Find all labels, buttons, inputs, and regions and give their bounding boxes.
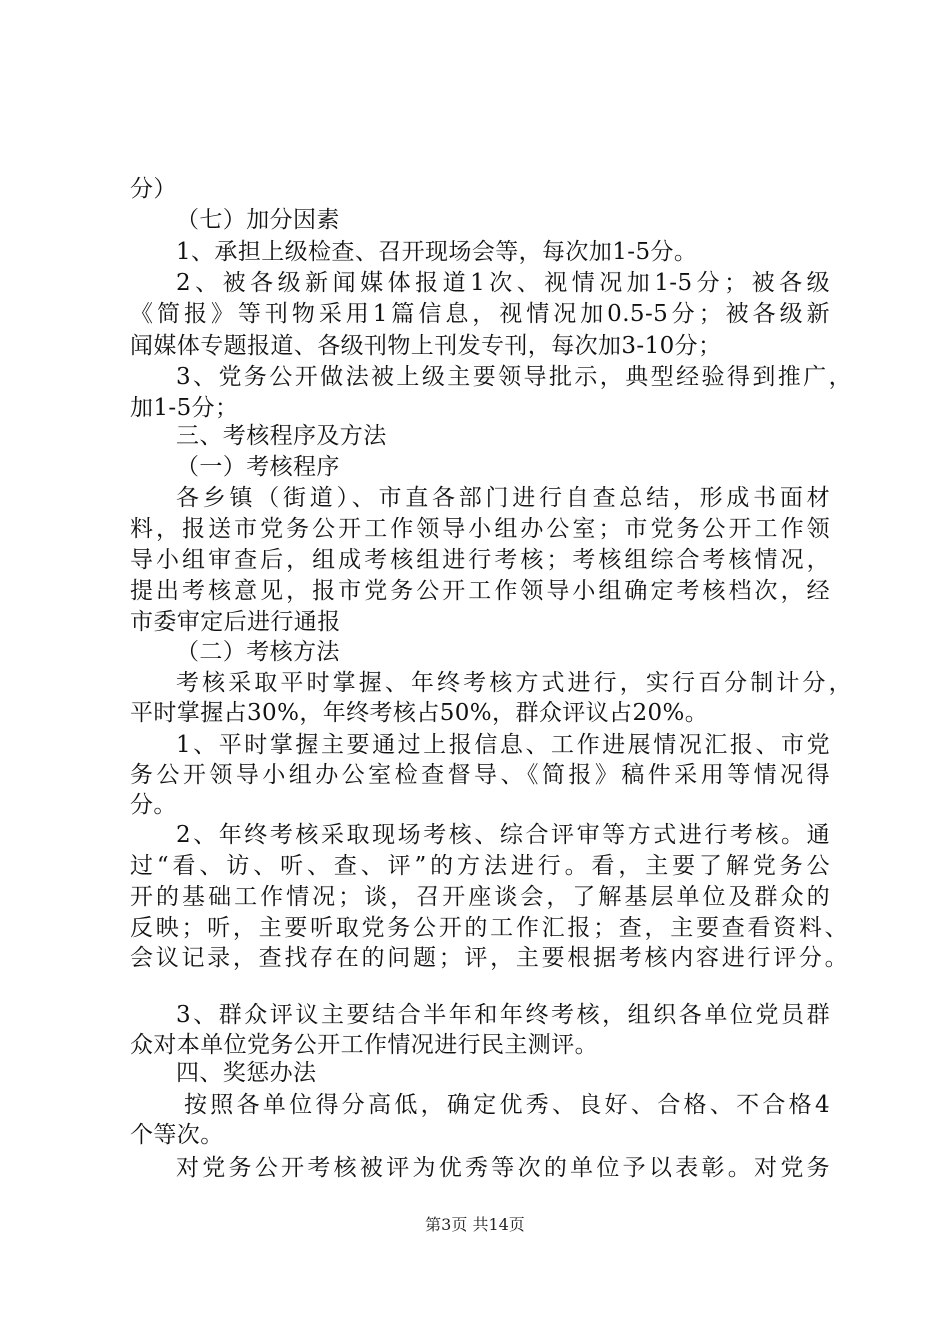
- text-line: 过“看、访、听、查、评”的方法进行。看，主要了解党务公: [130, 853, 830, 879]
- text-line: 加1-5分；: [130, 395, 239, 421]
- text-line: 《简报》等刊物采用1篇信息，视情况加0.5-5分；被各级新: [130, 301, 830, 327]
- text-line: 考核采取平时掌握、年终考核方式进行，实行百分制计分，: [176, 670, 852, 696]
- text-line: 众对本单位党务公开工作情况进行民主测评。: [130, 1032, 598, 1058]
- text-line: 2、年终考核采取现场考核、综合评审等方式进行考核。通: [176, 822, 830, 848]
- text-line: 料，报送市党务公开工作领导小组办公室；市党务公开工作领: [130, 516, 830, 542]
- text-line: 会议记录，查找存在的问题；评，主要根据考核内容进行评分。: [130, 945, 848, 971]
- text-line: 闻媒体专题报道、各级刊物上刊发专刊，每次加3-10分；: [130, 333, 722, 359]
- text-line: 对党务公开考核被评为优秀等次的单位予以表彰。对党务: [176, 1155, 830, 1181]
- text-line: 开的基础工作情况；谈，召开座谈会，了解基层单位及群众的: [130, 884, 830, 910]
- section-heading: （二）考核方法: [176, 639, 340, 665]
- text-line: 分）: [130, 176, 177, 202]
- text-line: 各乡镇（街道）、市直各部门进行自查总结，形成书面材: [176, 485, 830, 511]
- section-heading: 四、奖惩办法: [176, 1060, 317, 1086]
- text-line: 分。: [130, 792, 177, 818]
- text-line: 个等次。: [130, 1122, 224, 1148]
- text-line: 反映；听，主要听取党务公开的工作汇报；查，主要查看资料、: [130, 915, 848, 941]
- text-line: 1、平时掌握主要通过上报信息、工作进展情况汇报、市党: [176, 732, 830, 758]
- text-line: 按照各单位得分高低，确定优秀、良好、合格、不合格4: [184, 1092, 830, 1118]
- page-number: 第3页 共14页: [425, 1215, 525, 1234]
- text-line: 2、被各级新闻媒体报道1次、视情况加1-5分；被各级: [176, 270, 830, 296]
- section-heading: 三、考核程序及方法: [176, 423, 387, 449]
- text-line: 导小组审查后，组成考核组进行考核；考核组综合考核情况，: [130, 547, 830, 573]
- text-line: 提出考核意见，报市党务公开工作领导小组确定考核档次，经: [130, 578, 830, 604]
- text-line: 务公开领导小组办公室检查督导、《简报》稿件采用等情况得: [130, 762, 830, 788]
- section-heading: （一）考核程序: [176, 454, 340, 480]
- section-heading: （七）加分因素: [176, 207, 340, 233]
- text-line: 1、承担上级检查、召开现场会等，每次加1-5分。: [176, 239, 698, 265]
- text-line: 3、党务公开做法被上级主要领导批示，典型经验得到推广，: [176, 364, 852, 390]
- text-line: 平时掌握占30%，年终考核占50%，群众评议占20%。: [130, 700, 709, 726]
- text-line: 市委审定后进行通报: [130, 609, 341, 635]
- text-line: 3、群众评议主要结合半年和年终考核，组织各单位党员群: [176, 1002, 830, 1028]
